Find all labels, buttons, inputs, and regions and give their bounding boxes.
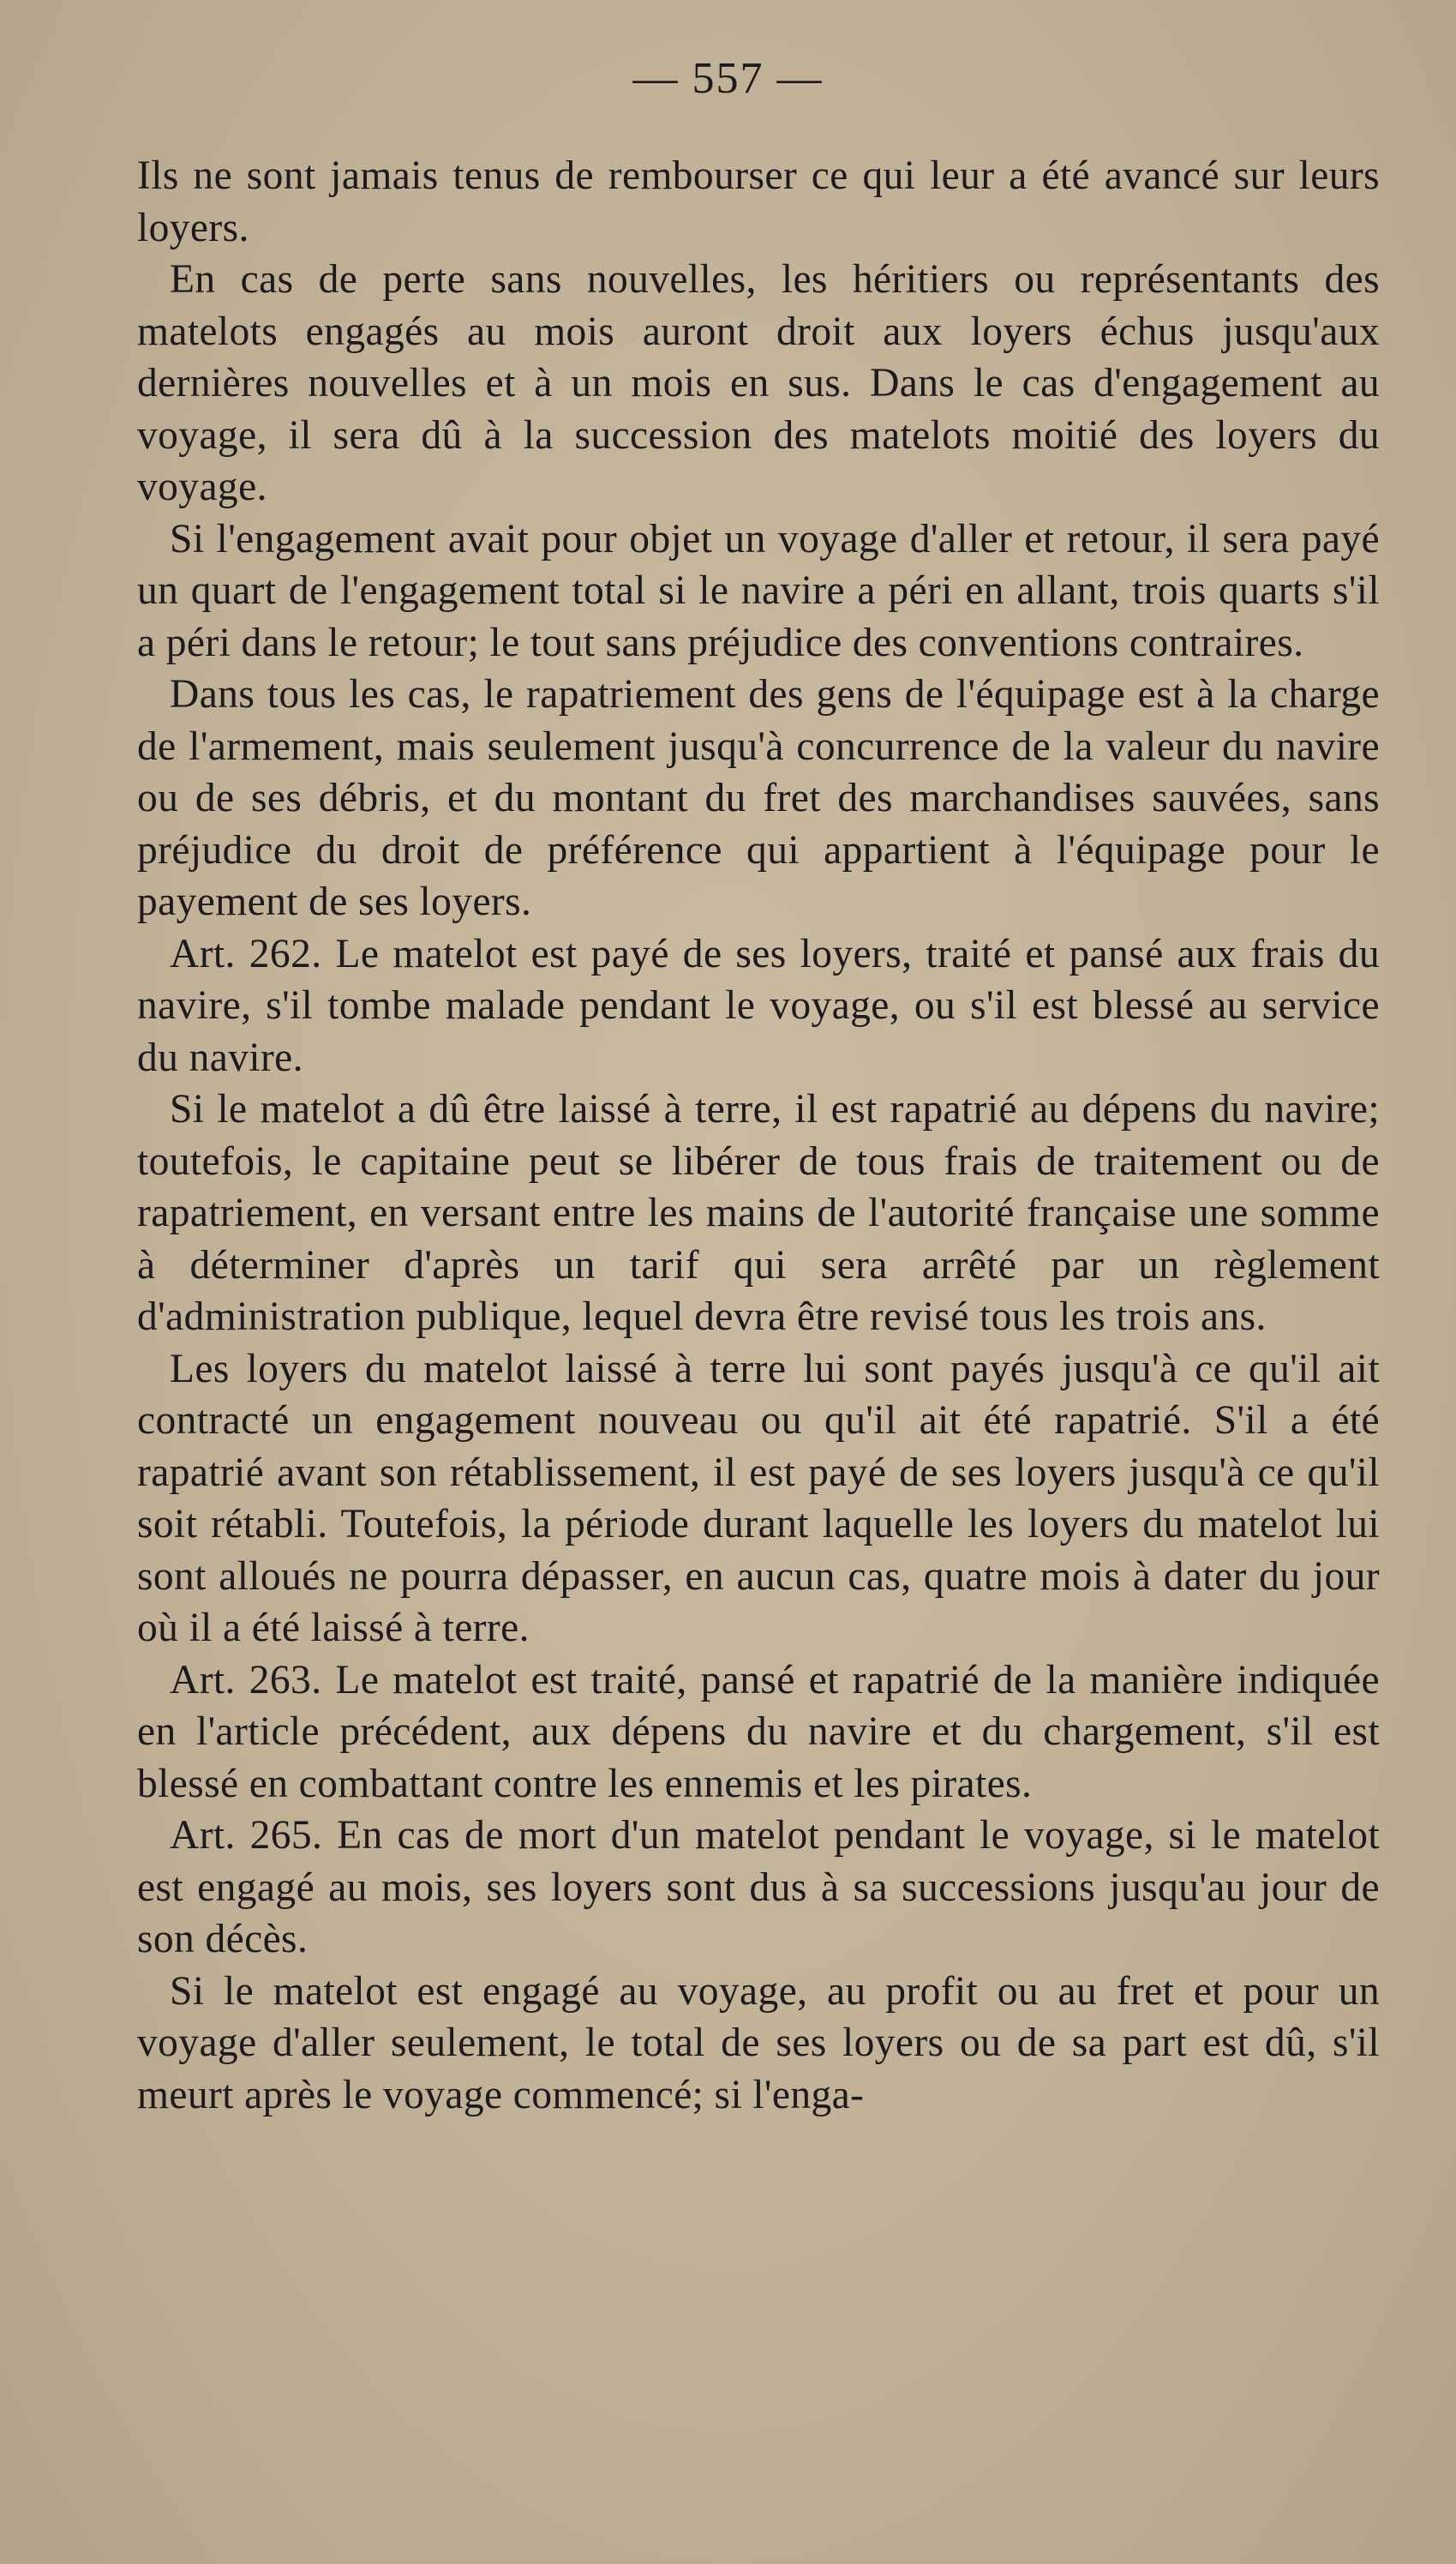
- paragraph-art-265: Art. 265. En cas de mort d'un matelot pendant le voyage, si le matelot est engagé au mois, ses loyers sont dus à sa successions jusqu'au jour de son décès.: [137, 1813, 1380, 1961]
- body-text: [137, 150, 1380, 2121]
- paragraph-engage-au-voyage: Si le matelot est engagé au voyage, au profit ou au fret et pour un voyage d'aller seulement, le total de ses loyers ou de sa part est dû, s'il meurt après le voyage commencé; si l'enga-: [137, 1968, 1380, 2117]
- paragraph-rapatriement: Dans tous les cas, le rapatriement des gens de l'équipage est à la charge de l'armement, mais seulement jusqu'à concurrence de la valeur du navire ou de ses débris, et du montant du fret des marchandises sauvées, sans préjudice du droit de préférence qui appartient à l'équipage pour le payement de ses loyers.: [137, 672, 1380, 924]
- paragraph-loyers-matelot: Les loyers du matelot laissé à terre lui sont payés jusqu'à ce qu'il ait contracté un engagement nouveau ou qu'il ait été rapatrié. S'il a été rapatrié avant son rétablissement, il est payé de ses loyers jusqu'à ce qu'il soit rétabli. Toutefois, la période durant laquelle les loyers du matelot lui sont alloués ne pourra dépasser, en aucun cas, quatre mois à dater du jour où il a été laissé à terre.: [137, 1346, 1380, 1650]
- paragraph-perte-sans-nouvelles: En cas de perte sans nouvelles, les héritiers ou représentants des matelots engagés au mois auront droit aux loyers échus jusqu'aux dernières nouvelles et à un mois en sus. Dans le cas d'engagement au voyage, il sera dû à la succession des matelots moitié des loyers du voyage.: [137, 257, 1380, 509]
- paragraph-laisse-a-terre: Si le matelot a dû être laissé à terre, il est rapatrié au dépens du navire; toutefois, le capitaine peut se libérer de tous frais de traitement ou de rapatriement, en versant entre les mains de l'autorité française une somme à déterminer d'après un tarif qui sera arrêté par un règlement d'administration publique, lequel devra être revisé tous les trois ans.: [137, 1087, 1380, 1339]
- page-number: — 557 —: [632, 54, 824, 103]
- paragraph-continuation: Ils ne sont jamais tenus de rembourser ce qui leur a été avancé sur leurs loyers.: [137, 153, 1380, 250]
- paragraph-aller-retour: Si l'engagement avait pour objet un voyage d'aller et retour, il sera payé un quart de l'engagement total si le navire a péri en allant, trois quarts s'il a péri dans le retour; le tout sans préjudice des conventions contraires.: [137, 516, 1380, 665]
- paragraph-art-263: Art. 263. Le matelot est traité, pansé et rapatrié de la manière indiquée en l'article précédent, aux dépens du navire et du chargement, s'il est blessé en combattant contre les ennemis et les pirates.: [137, 1657, 1380, 1806]
- paragraph-art-262: Art. 262. Le matelot est payé de ses loyers, traité et pansé aux frais du navire, s'il tombe malade pendant le voyage, ou s'il est blessé au service du navire.: [137, 931, 1380, 1080]
